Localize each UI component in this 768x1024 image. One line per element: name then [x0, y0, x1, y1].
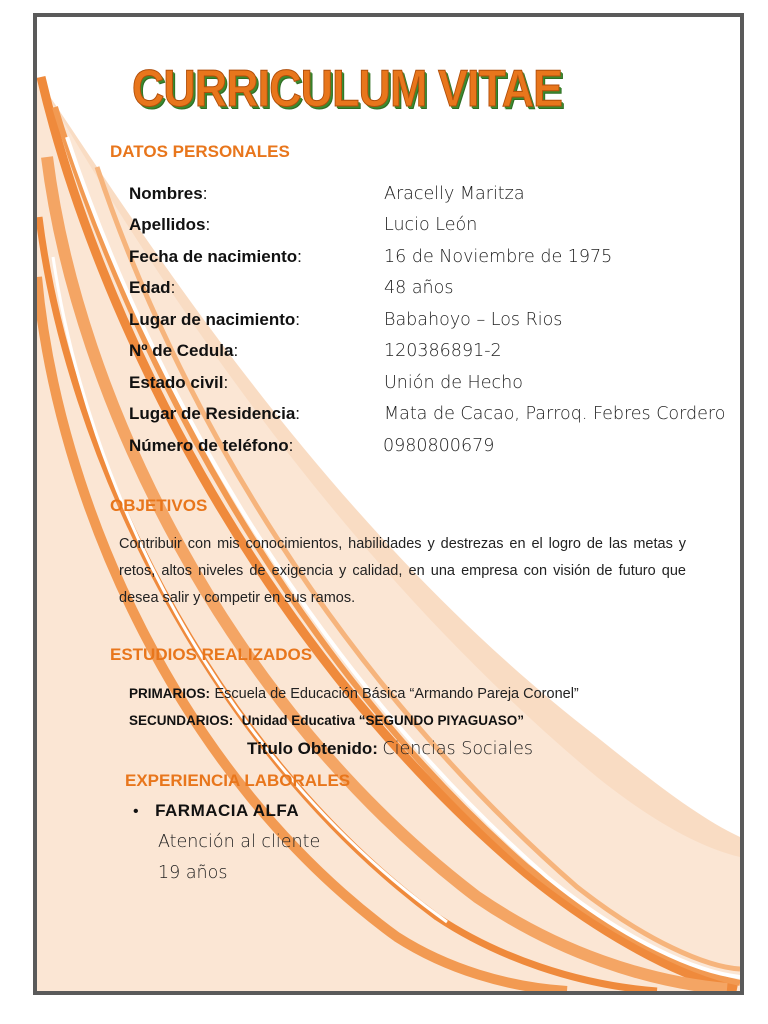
field-label-telefono: Número de teléfono:	[129, 436, 294, 455]
field-value-telefono: 0980800679	[383, 436, 495, 456]
section-heading-experience: EXPERIENCIA LABORALES	[125, 771, 351, 790]
field-value-residencia: Mata de Cacao, Parroq. Febres Cordero	[384, 404, 726, 424]
section-heading-personal: DATOS PERSONALES	[110, 142, 290, 161]
section-heading-objectives: OBJETIVOS	[110, 496, 208, 515]
field-label-cedula: Nº de Cedula:	[129, 341, 239, 360]
section-heading-studies: ESTUDIOS REALIZADOS	[110, 645, 313, 664]
study-degree-value: Ciencias Sociales	[382, 739, 533, 759]
field-value-nombres: Aracelly Maritza	[384, 184, 525, 204]
page-title: CURRICULUM VITAE	[132, 60, 563, 118]
study-secondary-value: Unidad Educativa “SEGUNDO PIYAGUASO”	[241, 713, 525, 728]
study-degree	[247, 739, 533, 759]
objectives-text: Contribuir con mis conocimientos, habilidades y destrezas en el logro de las metas y retos, altos niveles de exigencia y calidad, en una empresa con visión de futuro que desea salir y competir en sus ramos.	[119, 536, 686, 606]
field-label-lugar-nacimiento: Lugar de nacimiento:	[129, 310, 300, 329]
study-secondary	[129, 712, 524, 730]
field-value-cedula: 120386891-2	[384, 341, 502, 361]
field-label-apellidos: Apellidos:	[129, 215, 211, 234]
cv-page	[33, 13, 744, 995]
field-label-edad: Edad:	[129, 278, 176, 297]
field-label-estado-civil: Estado civil:	[129, 373, 229, 392]
study-primary-label: PRIMARIOS:	[129, 686, 210, 701]
experience-company: FARMACIA ALFA	[155, 801, 300, 820]
field-label-nombres: Nombres:	[129, 184, 208, 203]
study-secondary-label: SECUNDARIOS:	[129, 713, 234, 728]
field-value-lugar-nacimiento: Babahoyo – Los Rios	[384, 310, 563, 330]
study-primary	[129, 685, 579, 703]
study-degree-label: Titulo Obtenido:	[247, 739, 378, 758]
field-label-fecha-nacimiento: Fecha de nacimiento:	[129, 247, 302, 266]
experience-role: Atención al cliente	[158, 832, 321, 852]
experience-duration: 19 años	[158, 863, 228, 883]
study-primary-value: Escuela de Educación Básica “Armando Pareja Coronel”	[214, 686, 579, 702]
field-value-fecha-nacimiento: 16 de Noviembre de 1975	[384, 247, 613, 267]
field-value-estado-civil: Unión de Hecho	[384, 373, 523, 393]
field-label-residencia: Lugar de Residencia:	[129, 404, 301, 423]
experience-item	[133, 801, 299, 821]
bullet-icon: •	[133, 803, 139, 820]
field-value-edad: 48 años	[384, 278, 454, 298]
field-value-apellidos: Lucio León	[384, 215, 478, 235]
